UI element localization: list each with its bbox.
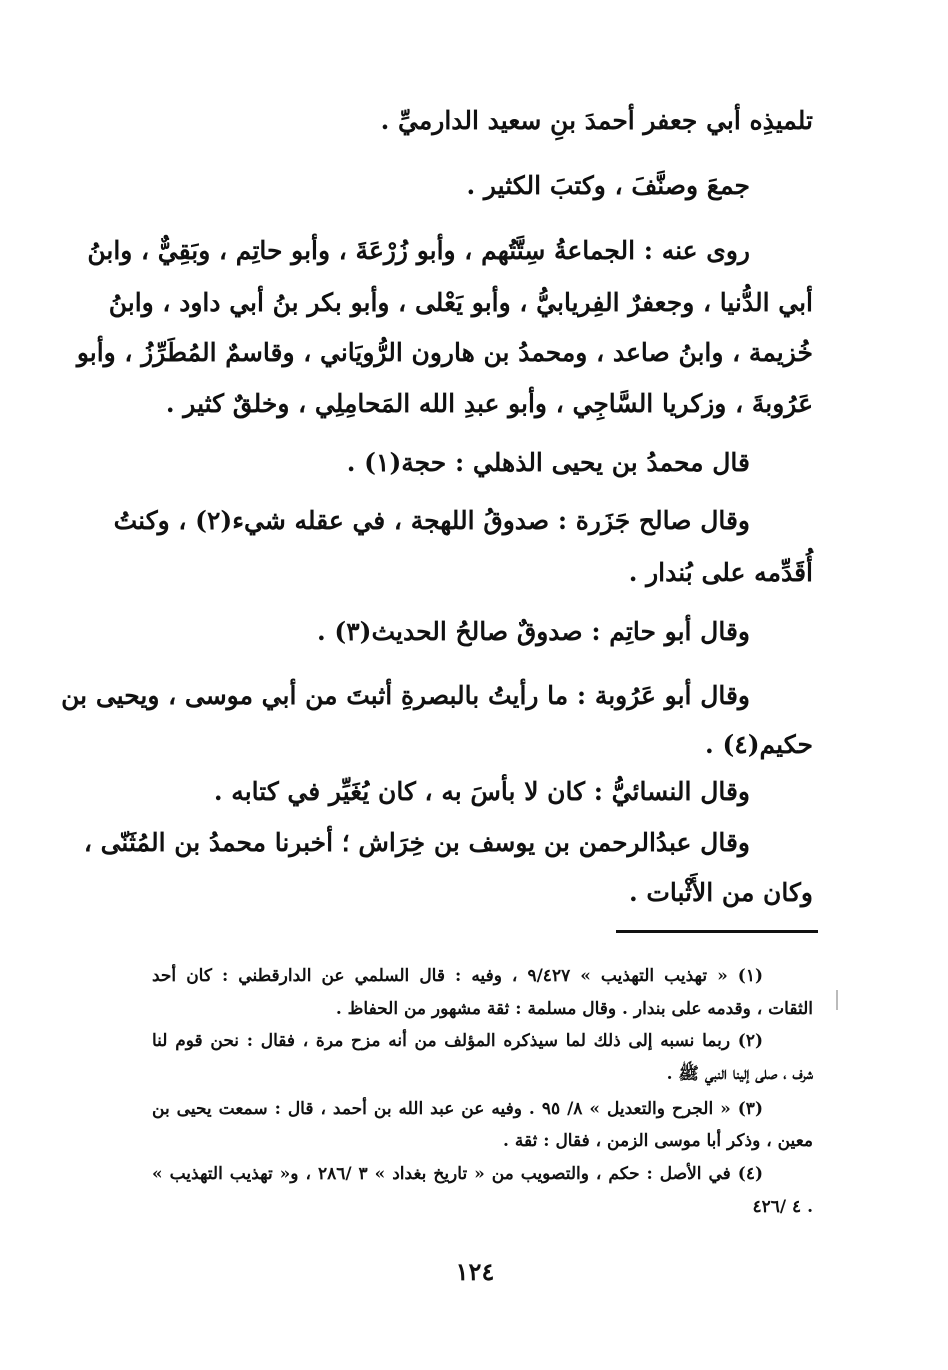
- text-line: تلميذِه أبي جعفر أحمدَ بنِ سعيد الدارميِّ .: [380, 106, 813, 135]
- footnote-line: ٤ /٤٢٦ .: [752, 1197, 813, 1217]
- margin-mark: [836, 990, 838, 1010]
- text-line: وكان من الأَثْبات .: [628, 878, 813, 907]
- footnote-line: (٢) ربما نسبه إلى ذلك لما سيذكره المؤلف من أنه مزح مرة ، فقال : نحن قوم لنا: [152, 1031, 763, 1051]
- text-line: جمعَ وصنَّفَ ، وكتبَ الكثير .: [466, 171, 750, 200]
- text-line: خُزيمة ، وابنُ صاعد ، ومحمدُ بن هارون الرُّويَاني ، وقاسمٌ المُطَرِّزُ ، وأبو: [76, 338, 813, 367]
- text-line: أُقَدِّمه على بُندار .: [628, 558, 813, 587]
- footnote-line: (٣) « الجرح والتعديل » ٨/ ٩٥ . وفيه عن عبد الله بن أحمد ، قال : سمعت يحيى بن: [152, 1099, 763, 1119]
- text-line: وقال صالح جَزَرة : صدوقُ اللهجة ، في عقله شيء(٢) ، وكنتُ: [113, 506, 750, 535]
- text-line: حكيم(٤) .: [705, 730, 813, 759]
- footnote-line: معين ، وذكر أبا موسى الزمن ، فقال : ثقة .: [503, 1131, 813, 1151]
- page-number: ١٢٤: [455, 1257, 495, 1286]
- text-line: وقال عبدُالرحمن بن يوسف بن خِرَاش ؛ أخبرنا محمدُ بن المُثَنّى ،: [83, 828, 750, 857]
- text-line: قال محمدُ بن يحيى الذهلي : حجة(١) .: [346, 448, 750, 477]
- text-line: عَرُوبةَ ، وزكريا السَّاجِي ، وأبو عبدِ الله المَحامِلِي ، وخلقٌ كثير .: [165, 389, 813, 418]
- footnote-separator: [616, 930, 818, 933]
- footnote-line: (٤) في الأصل : حكم ، والتصويب من « تاريخ بغداد » ٣ /٢٨٦ ، و« تهذيب التهذيب »: [152, 1164, 763, 1184]
- text-line: روى عنه : الجماعةُ سِتَّتُهم ، وأبو زُرْعَةَ ، وأبو حاتِم ، وبَقِيٌّ ، وابنُ: [87, 236, 750, 265]
- text-line: وقال أبو حاتِم : صدوقٌ صالحُ الحديث(٣) .: [316, 617, 750, 646]
- text-line: وقال النسائيُّ : كان لا بأسَ به ، كان يُغَيِّر في كتابه .: [213, 777, 750, 806]
- footnote-line: (١) « تهذيب التهذيب » ٩/٤٢٧ ، وفيه : قال السلمي عن الدارقطني : كان أحد: [152, 966, 763, 986]
- text-line: أبي الدُّنيا ، وجعفرٌ الفِريابيُّ ، وأبو يَعْلى ، وأبو بكر بنُ أبي داود ، وابنُ: [108, 288, 813, 317]
- footnote-line: الثقات ، وقدمه على بندار . وقال مسلمة : ثقة مشهور من الحفاظ .: [335, 999, 813, 1019]
- footnote-line: شرف ، صلى إلينا النبي ﷺ .: [666, 1064, 813, 1084]
- text-line: وقال أبو عَرُوبة : ما رأيتُ بالبصرةِ أثبتَ من أبي موسى ، ويحيى بن: [61, 681, 750, 710]
